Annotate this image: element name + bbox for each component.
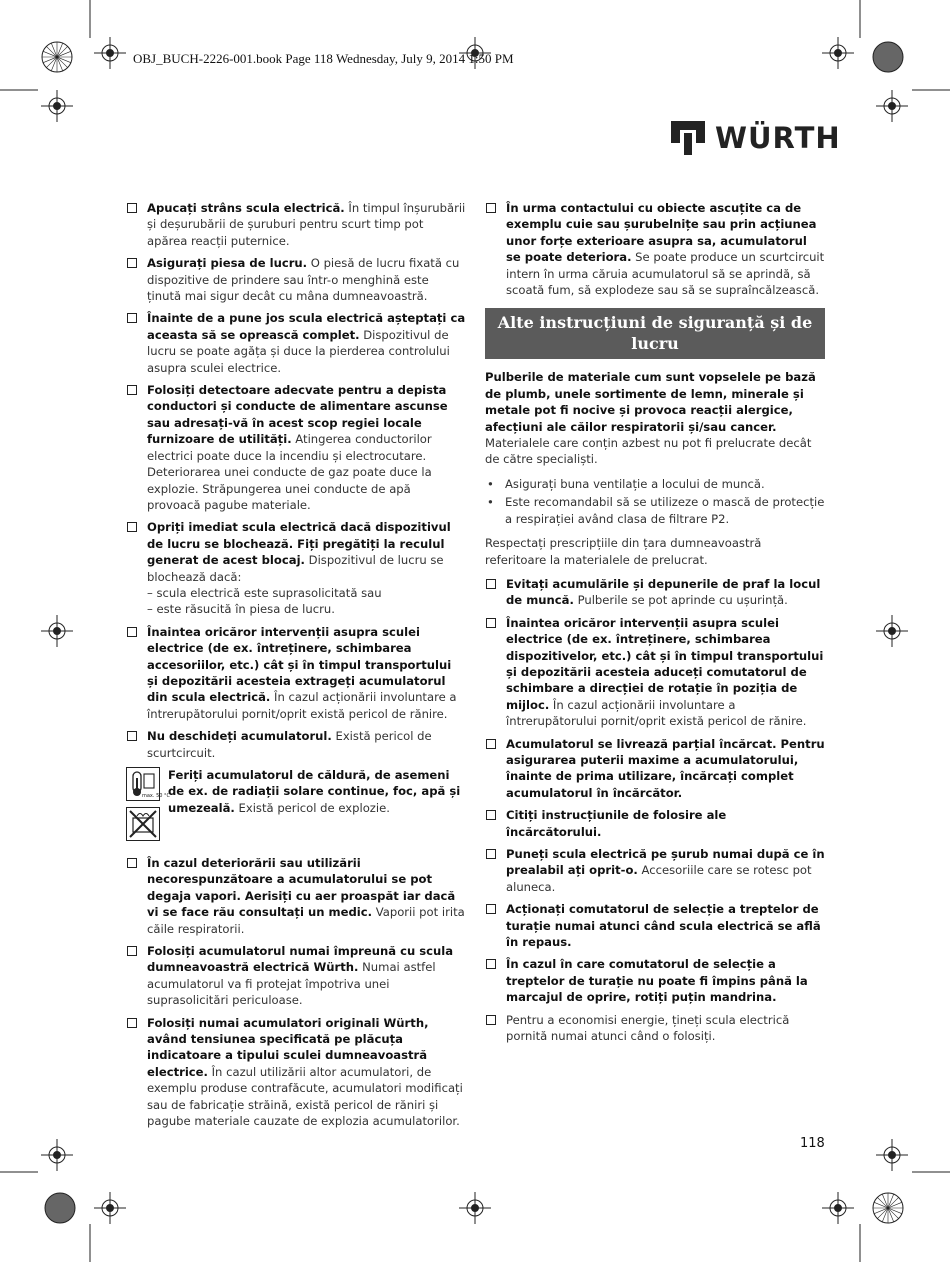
warning-icons xyxy=(126,767,171,841)
no-fire-water-icon xyxy=(126,807,160,841)
checkbox-bullet-icon xyxy=(486,579,496,589)
checkbox-bullet-icon xyxy=(486,849,496,859)
checkbox-bullet-icon xyxy=(127,385,137,395)
checkbox-bullet-icon xyxy=(486,203,496,213)
checkbox-bullet-icon xyxy=(486,1015,496,1025)
checkbox-bullet-icon xyxy=(127,627,137,637)
warning-text: Feriți acumulatorul de căldură, de asemeni de ex. de radiații solare continue, foc, apă și umezeală. Există pericol de explozie. xyxy=(168,768,461,815)
checkbox-bullet-icon xyxy=(486,739,496,749)
checkbox-bullet-icon xyxy=(127,313,137,323)
checkbox-bullet-icon xyxy=(127,258,137,268)
bullet-dot-icon: • xyxy=(487,495,494,510)
list-item: Acumulatorul se livrează parțial încărcat. Pentru asigurarea puterii maxime a acumulatorului, înainte de prima utilizare, încărcați complet acumulatorul în încărcător. xyxy=(485,736,825,802)
list-item: Apucați strâns scula electrică. În timpul înșurubării și deșurubării de șuruburi pentru scurt timp pot apărea reacții puternice. xyxy=(126,200,466,249)
checkbox-bullet-icon xyxy=(127,203,137,213)
list-item: Puneți scula electrică pe șurub numai după ce în prealabil ați oprit-o. Accesoriile care se rotesc pot aluneca. xyxy=(485,846,825,895)
wurth-logo-text: WÜRTH xyxy=(715,121,841,155)
list-item: Citiți instrucțiunile de folosire ale încărcătorului. xyxy=(485,807,825,840)
heat-warning xyxy=(126,767,466,841)
print-header: OBJ_BUCH-2226-001.book Page 118 Wednesday, July 9, 2014 1:50 PM xyxy=(133,51,514,66)
list-item: Înaintea oricăror intervenții asupra sculei electrice (de ex. întreținere, schimbarea accesoriilor, etc.) cât și în timpul transportului și depozitării acesteia extrageți acumulatorul din scula electrică. În cazul acționării involuntare a întrerupătorului pornit/oprit există pericol de rănire. xyxy=(126,624,466,722)
page-number: 118 xyxy=(800,1136,825,1151)
list-item: Asigurați piesa de lucru. O piesă de lucru fixată cu dispozitive de prindere sau într-o menghină este ținută mai sigur decât cu mâna dumneavoastră. xyxy=(126,255,466,304)
checkbox-bullet-icon xyxy=(127,946,137,956)
max-temp-label: max. 50 °C xyxy=(142,793,171,799)
checkbox-bullet-icon xyxy=(486,810,496,820)
list-item: Folosiți detectoare adecvate pentru a depista conductori și conducte de alimentare ascunse sau adresați-vă în acest scop regiei locale furnizoare de utilități. Atingerea conductorilor electrici poate duce la incendiu și electrocutare. Deteriorarea unei conducte de gaz poate duce la explozie. Străpungerea unei conducte de apă provoacă pagube materiale. xyxy=(126,382,466,513)
checkbox-bullet-icon xyxy=(127,731,137,741)
list-item: Folosiți numai acumulatori originali Würth, având tensiunea specificată pe plăcuța indicatoare a tipului sculei dumneavoastră electrice. În cazul utilizării altor acumulatori, de exemplu produse contrafăcute, acumulatori modificați sau de fabricație străină, există pericol de răniri și pagube materiale cauzate de explozia acumulatorilor. xyxy=(126,1015,466,1130)
list-item: Pentru a economisi energie, țineți scula electrică pornită numai atunci când o folosiți. xyxy=(485,1012,825,1045)
wurth-logo-icon xyxy=(671,121,705,155)
list-item: Nu deschideți acumulatorul. Există pericol de scurtcircuit. xyxy=(126,728,466,761)
list-item: În cazul deteriorării sau utilizării necorespunzătoare a acumulatorului se pot degaja vapori. Aerisiți cu aer proaspăt iar dacă vi se face rău consultați un medic. Vaporii pot irita căile respiratorii. xyxy=(126,855,466,937)
checkbox-bullet-icon xyxy=(127,1018,137,1028)
checkbox-bullet-icon xyxy=(486,618,496,628)
list-item: Acționați comutatorul de selecție a treptelor de turație numai atunci când scula electrică se află în repaus. xyxy=(485,901,825,950)
left-column xyxy=(126,200,466,1136)
checkbox-bullet-icon xyxy=(127,858,137,868)
dash-line: – scula electrică este suprasolicitată sau xyxy=(147,585,382,600)
paragraph: Respectați prescripțiile din țara dumneavoastră referitoare la materialele de prelucrat. xyxy=(485,536,762,567)
bullet-item: • Este recomandabil să se utilizeze o mască de protecție a respirației având clasa de filtrare P2. xyxy=(487,495,825,526)
list-item: Evitați acumulările și depunerile de praf la locul de muncă. Pulberile se pot aprinde cu ușurință. xyxy=(485,576,825,609)
right-column xyxy=(485,200,825,1050)
dash-line: – este răsucită în piesa de lucru. xyxy=(147,602,335,617)
checkbox-bullet-icon xyxy=(486,959,496,969)
bullet-item: • Asigurați buna ventilație a locului de muncă. xyxy=(487,476,765,491)
checkbox-bullet-icon xyxy=(127,522,137,532)
checkbox-bullet-icon xyxy=(486,904,496,914)
list-item: Opriți imediat scula electrică dacă dispozitivul de lucru se blochează. Fiți pregătiți la reculul generat de acest blocaj. Dispozitivul de lucru se blochează dacă: – scula electrică este suprasolicitată sau – este răsucită în piesa de lucru. xyxy=(126,519,466,617)
bullet-dot-icon: • xyxy=(487,476,494,491)
intro-paragraph: Pulberile de materiale cum sunt vopselele pe bază de plumb, unele sortimente de lemn, minerale și metale pot fi nocive și provoca reacții alergice, afecțiuni ale căilor respiratorii și/sau cancer. Materialele care conțin azbest nu pot fi prelucrate decât de către specialiști. xyxy=(485,370,816,467)
list-item: Folosiți acumulatorul numai împreună cu scula dumneavoastră electrică Würth. Numai astfel acumulatorul va fi protejat împotriva unei suprasolicitări periculoase. xyxy=(126,943,466,1009)
list-item: În urma contactului cu obiecte ascuțite ca de exemplu cuie sau șurubelnițe sau prin acțiunea unor forțe exterioare asupra sa, acumulatorul se poate deteriora. Se poate produce un scurtcircuit intern în urma căruia acumulatorul să se aprindă, să scoată fum, să explodeze sau să se supraîncălzească. xyxy=(485,200,825,298)
thermometer-icon xyxy=(126,767,171,801)
list-item: Înaintea oricăror intervenții asupra sculei electrice (de ex. întreținere, schimbarea dispozitivelor, etc.) cât și în timpul transportului și depozitării acesteia aduceți comutatorul de schimbare a direcției de rotație în poziția de mijloc. În cazul acționării involuntare a întrerupătorului pornit/oprit există pericol de rănire. xyxy=(485,615,825,730)
list-item: În cazul în care comutatorul de selecție a treptelor de turație nu poate fi împins până la marcajul de oprire, rotiți puțin mandrina. xyxy=(485,956,825,1005)
wurth-logo xyxy=(671,121,841,155)
section-heading: Alte instrucțiuni de siguranță și de lucru xyxy=(485,308,825,359)
list-item: Înainte de a pune jos scula electrică așteptați ca aceasta să se oprească complet. Dispozitivul de lucru se poate agăța și duce la pierderea controlului asupra sculei electrice. xyxy=(126,310,466,376)
